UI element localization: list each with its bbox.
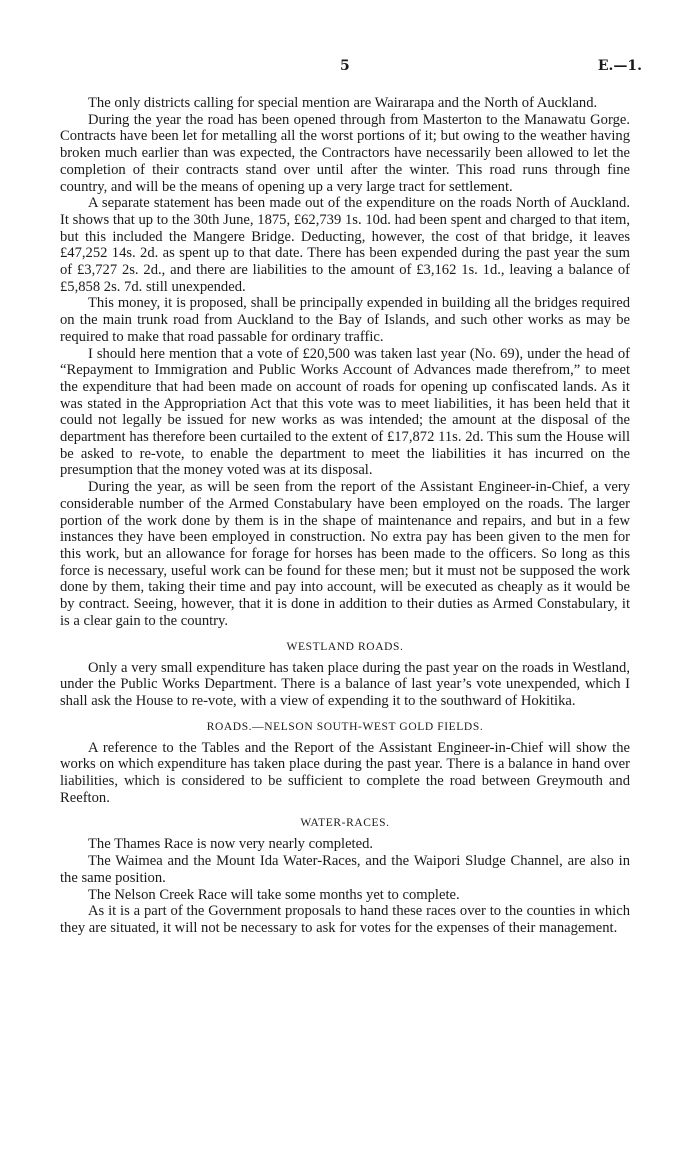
paragraph-masterton-road: During the year the road has been opened through from Masterton to the Manawatu Gorge. Contracts have been let for metalling all the worst portions of it; but owing to the weather having broken much earlier than was expected, the Contractors have necessarily been allowed to let the completion of their contracts stand over until after the winter. This road runs through fine country, and will be the means of opening up a very large tract for settlement.: [60, 111, 630, 195]
paragraph-districts: The only districts calling for special mention are Wairarapa and the North of Auckland.: [88, 95, 598, 111]
paragraph-thames-race: The Thames Race is now very nearly completed.: [88, 836, 374, 853]
page-header: [0, 58, 700, 80]
section-heading-westland-roads: WESTLAND ROADS.: [286, 640, 404, 653]
paragraph-nelson: A reference to the Tables and the Report of the Assistant Engineer-in-Chief will show the works on which expenditure has taken place during the past year. There is a balance in hand over liabilities, which is considered to be sufficient to complete the road between Greymouth and Reefton.: [60, 739, 630, 806]
paragraph-vote-mention: I should here mention that a vote of £20,500 was taken last year (No. 69), under the head of “Repayment to Immigration and Public Works Account of Advances made therefrom,” to meet the expenditure that had been made on account of roads for opening up confiscated lands. As it was stated in the Appropriation Act that this vote was to meet liabilities, it has been held that it could not legally be issued for new works as was intended; the amount at the disposal of the department has therefore been curtailed to the extent of £17,872 11s. 2d. This sum the House will be asked to re-vote, to enable the department to meet the liabilities it has incurred on the presumption that the money voted was at its disposal.: [60, 345, 630, 479]
paragraph-government-proposals: As it is a part of the Government proposals to hand these races over to the counties in which they are situated, it will not be necessary to ask for votes for the expenses of their management.: [60, 903, 630, 936]
paragraph-armed-constabulary: During the year, as will be seen from the report of the Assistant Engineer-in-Chief, a very considerable number of the Armed Constabulary have been employed on the roads. The larger portion of the work done by them is in the shape of maintenance and repairs, and but in a few instances they have been employed in construction. No extra pay has been given to the men for this work, but an allowance for forage for horses has been made to the officers. So long as this force is necessary, useful work can be found for these men; but it must not be supposed the work done by them, taking their time and pay into account, will be executed as cheaply as it would be by contract. Seeing, however, that it is done in addition to their duties as Armed Constabulary, it is a clear gain to the country.: [60, 479, 630, 629]
section-heading-water-races: WATER-RACES.: [300, 817, 390, 830]
document-reference: E.—1.: [597, 58, 642, 74]
paragraph-auckland-expenditure: A separate statement has been made out of the expenditure on the roads North of Auckland. It shows that up to the 30th June, 1875, £62,739 1s. 10d. had been spent and charged to that item, but this included the Mangere Bridge. Deducting, however, the cost of that bridge, it leaves £47,252 14s. 2d. as spent up to that date. There has been expended during the past year the sum of £3,727 2s. 2d., and there are liabilities to the amount of £3,162 1s. 1d., leaving a balance of £5,858 2s. 7d. still unexpended.: [60, 195, 630, 295]
paragraph-bridges: This money, it is proposed, shall be principally expended in building all the bridges required on the main trunk road from Auckland to the Bay of Islands, and such other works as may be required to make that road passable for ordinary traffic.: [60, 295, 630, 345]
paragraph-westland: Only a very small expenditure has taken place during the past year on the roads in Westland, under the Public Works Department. There is a balance of last year’s vote unexpended, which I shall ask the House to re-vote, with a view of expending it to the southward of Hokitika.: [60, 659, 630, 709]
document-body: [60, 95, 630, 937]
page-number: 5: [340, 58, 350, 74]
paragraph-waimea-race: The Waimea and the Mount Ida Water-Races, and the Waipori Sludge Channel, are also in the same position.: [60, 853, 630, 886]
paragraph-nelson-creek-race: The Nelson Creek Race will take some months yet to complete.: [88, 886, 460, 903]
section-heading-nelson-gold-fields: ROADS.—NELSON SOUTH-WEST GOLD FIELDS.: [206, 720, 484, 733]
